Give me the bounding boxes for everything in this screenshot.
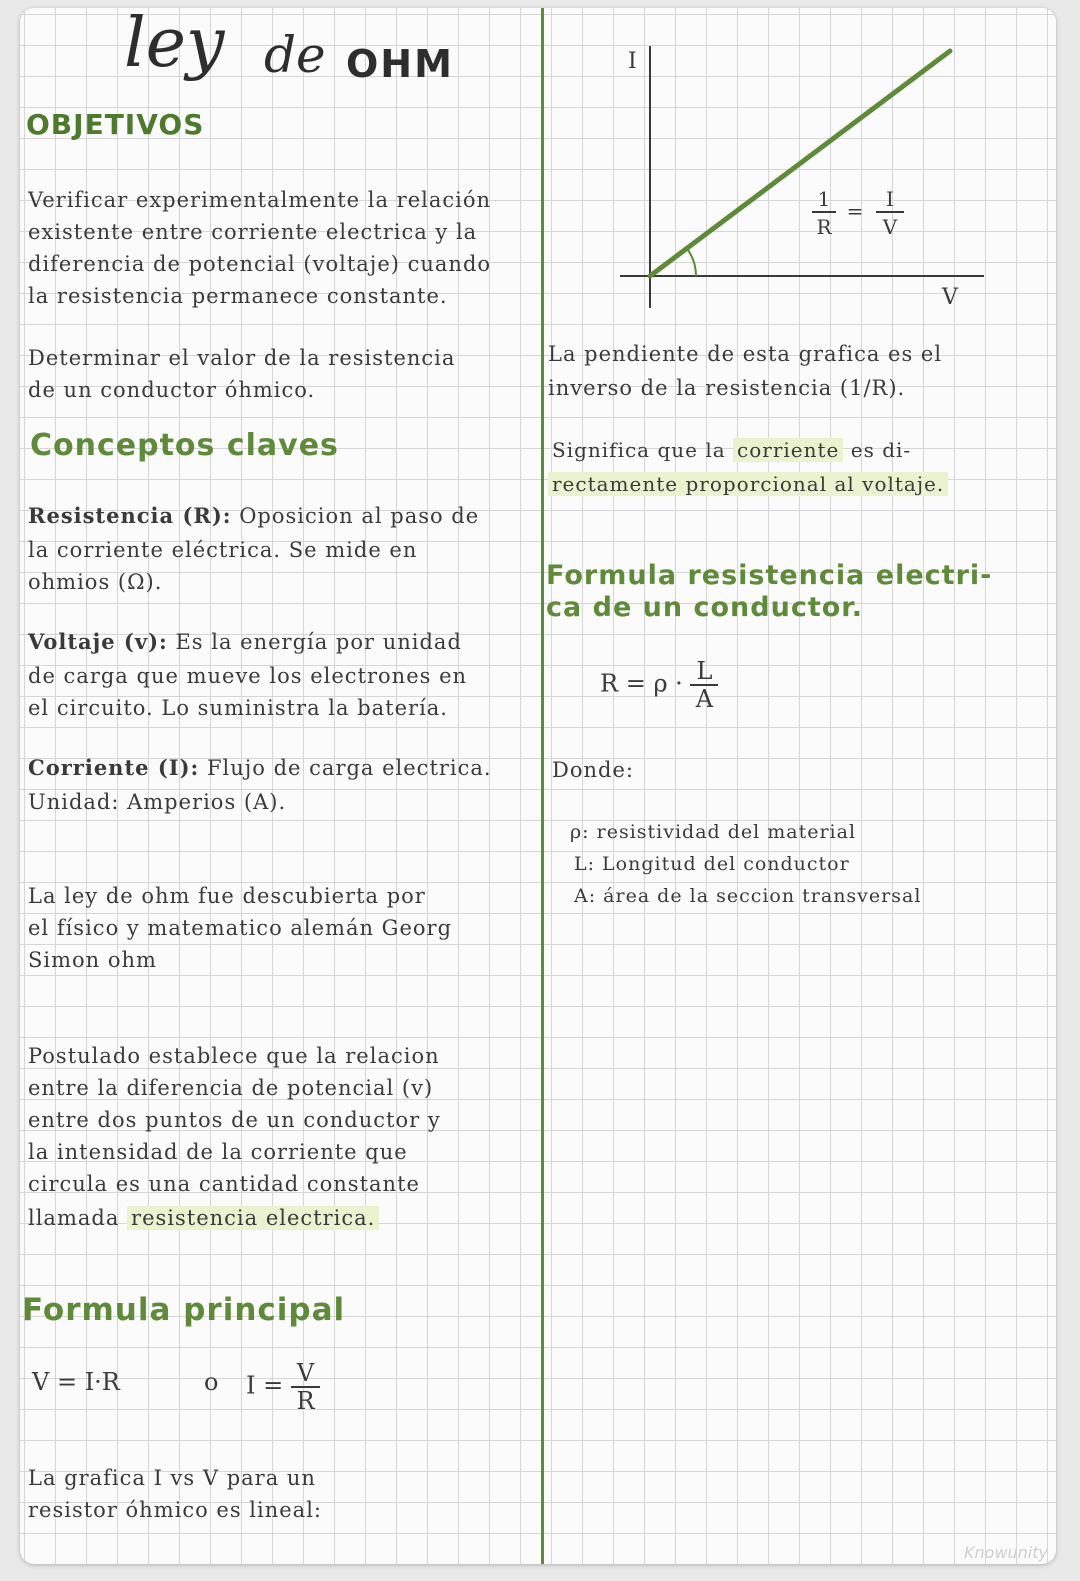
annotation-den: R bbox=[816, 215, 832, 239]
grafica-intro-line: resistor óhmico es lineal: bbox=[28, 1498, 322, 1522]
corriente-line bbox=[28, 752, 492, 784]
annotation-num: 1 bbox=[817, 187, 831, 211]
objetivos-line: Determinar el valor de la resistencia bbox=[28, 346, 456, 370]
formula-resistencia-num: L bbox=[690, 658, 718, 686]
postulado-line: entre la diferencia de potencial (v) bbox=[28, 1076, 434, 1100]
formula-resistencia-heading: Formula resistencia electri- bbox=[546, 560, 993, 591]
postulado-line: circula es una cantidad constante bbox=[28, 1172, 420, 1196]
objetivos-line: existente entre corriente electrica y la bbox=[28, 220, 478, 244]
postulado-line: la intensidad de la corriente que bbox=[28, 1140, 408, 1164]
significa-suffix: es di- bbox=[850, 438, 912, 462]
corriente-term: Corriente (I): bbox=[28, 755, 200, 780]
postulado-highlight: resistencia electrica. bbox=[127, 1206, 379, 1230]
pendiente-line: La pendiente de esta grafica es el bbox=[548, 342, 943, 366]
watermark: Knowunity bbox=[964, 1543, 1048, 1562]
corriente-line: Unidad: Amperios (A). bbox=[28, 790, 287, 814]
voltaje-line: el circuito. Lo suministra la batería. bbox=[28, 696, 448, 720]
formula-resistencia-den: A bbox=[695, 685, 714, 713]
iv-graph bbox=[610, 38, 990, 308]
formula-or: o bbox=[204, 1368, 219, 1396]
voltaje-line bbox=[28, 626, 462, 658]
formula-resistencia-heading-2: ca de un conductor. bbox=[546, 592, 864, 623]
significa-highlight-2: rectamente proporcional al voltaje. bbox=[548, 472, 948, 496]
donde-item: L: Longitud del conductor bbox=[574, 853, 850, 875]
corriente-text: Flujo de carga electrica. bbox=[206, 756, 492, 780]
donde-item: A: área de la seccion transversal bbox=[574, 885, 922, 907]
voltaje-term: Voltaje (v): bbox=[28, 629, 168, 654]
objetivos-line: de un conductor óhmico. bbox=[28, 378, 316, 402]
objetivos-line: la resistencia permanece constante. bbox=[28, 284, 448, 308]
annotation-rnum: I bbox=[886, 187, 894, 211]
significa-line bbox=[552, 434, 911, 466]
formula-i-vr bbox=[246, 1360, 320, 1414]
postulado-prefix: llamada bbox=[28, 1206, 120, 1230]
significa-prefix: Significa que la bbox=[552, 438, 726, 462]
historia-line: el físico y matematico alemán Georg bbox=[28, 916, 453, 940]
postulado-line: entre dos puntos de un conductor y bbox=[28, 1108, 441, 1132]
postulado-line: Postulado establece que la relacion bbox=[28, 1044, 440, 1068]
formula-resistencia-lhs: R = ρ · bbox=[600, 669, 683, 698]
significa-highlight: corriente bbox=[733, 438, 843, 462]
conceptos-heading: Conceptos claves bbox=[30, 428, 339, 463]
title-ohm: OHM bbox=[346, 42, 454, 86]
slope-angle-arc bbox=[687, 248, 696, 276]
pendiente-line: inverso de la resistencia (1/R). bbox=[548, 376, 906, 400]
significa-line bbox=[548, 468, 948, 500]
voltaje-line: de carga que mueve los electrones en bbox=[28, 664, 468, 688]
title-ley: ley bbox=[124, 8, 225, 83]
voltaje-text: Es la energía por unidad bbox=[175, 630, 462, 654]
postulado-line bbox=[28, 1202, 379, 1234]
title-de: de bbox=[264, 26, 326, 84]
annotation-rden: V bbox=[882, 215, 898, 239]
resistencia-term: Resistencia (R): bbox=[28, 503, 232, 528]
donde-label: Donde: bbox=[552, 758, 634, 782]
resistencia-line: ohmios (Ω). bbox=[28, 570, 163, 594]
formula-num: V bbox=[291, 1360, 320, 1388]
y-axis-label: I bbox=[628, 49, 637, 74]
donde-item: ρ: resistividad del material bbox=[570, 821, 857, 843]
notebook-page bbox=[20, 8, 1056, 1564]
objetivos-line: diferencia de potencial (voltaje) cuando bbox=[28, 252, 492, 276]
resistencia-text: Oposicion al paso de bbox=[239, 504, 480, 528]
historia-line: Simon ohm bbox=[28, 948, 157, 972]
annotation-eq: = bbox=[846, 199, 864, 223]
formula-resistencia-fraction bbox=[690, 658, 718, 712]
resistencia-line bbox=[28, 500, 479, 532]
resistencia-line: la corriente eléctrica. Se mide en bbox=[28, 538, 418, 562]
grafica-intro-line: La grafica I vs V para un bbox=[28, 1466, 316, 1490]
series-line bbox=[650, 51, 950, 276]
column-divider bbox=[541, 8, 544, 1564]
formula-i-lhs: I = bbox=[246, 1371, 284, 1400]
formula-v-ir: V = I·R bbox=[32, 1368, 120, 1396]
objetivos-heading: OBJETIVOS bbox=[26, 108, 205, 141]
historia-line: La ley de ohm fue descubierta por bbox=[28, 884, 426, 908]
x-axis-label: V bbox=[942, 285, 958, 308]
formula-principal-heading: Formula principal bbox=[22, 1292, 346, 1328]
formula-den: R bbox=[296, 1387, 315, 1415]
objetivos-line: Verificar experimentalmente la relación bbox=[28, 188, 492, 212]
formula-resistencia bbox=[600, 658, 718, 712]
formula-fraction bbox=[291, 1360, 320, 1414]
